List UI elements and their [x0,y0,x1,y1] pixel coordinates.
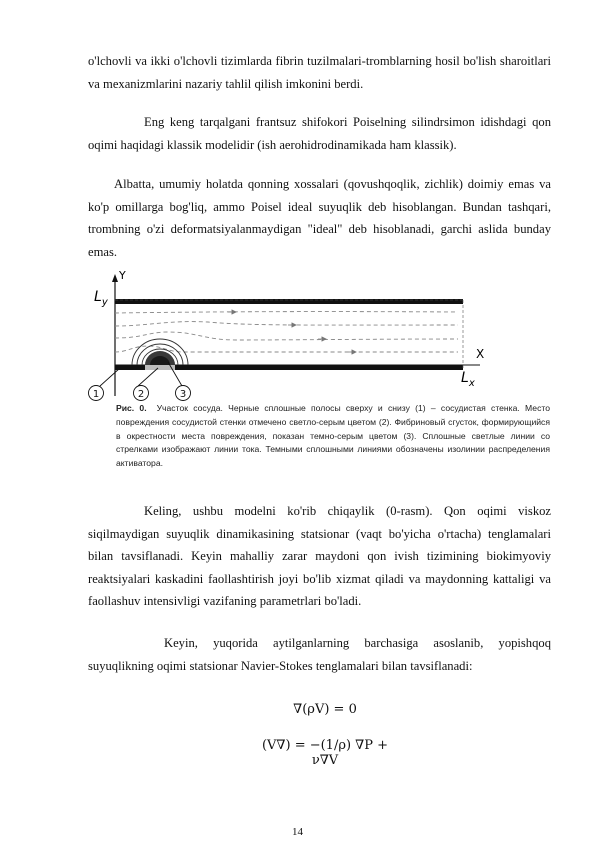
paragraph-5: Keyin, yuqorida aytilganlarning barchasiga asoslanib, yopishqoq suyuqlikning oqimi statsionar Navier-Stokes tenglamalari bilan tavsiflanadi: [88,636,551,673]
paragraph-1: o'lchovli va ikki o'lchovli tizimlarda fibrin tuzilmalari-tromblarning hosil bo'lish sharoitlari va mexanizmlarini nazariy tahlil qilish imkonini berdi. [88,54,551,91]
figure-caption [116,402,550,471]
paragraph-4: Keling, ushbu modelni ko'rib chiqaylik (0-rasm). Qon oqimi viskoz siqilmaydigan suyuqlik dinamikasining statsionar (vaqt bo'yicha o'rtacha) tenglamalari bilan tavsiflanadi. Keyin mahalliy zarar maydoni qon ivish tizimining biokimyoviy reaktsiyalari kaskadini faollashtirish joyi bo'lib xizmat qiladi va maydonning kattaligi va faollashuv intensivligi vazifaning parametrlari bo'ladi. [88,504,551,609]
equation-continuity: ∇(ρV) = 0 [293,702,357,717]
figure-vessel-diagram [88,270,554,492]
label-x: X [476,347,485,361]
page-number: 14 [292,826,303,838]
equation-momentum: (V∇) = −(1/ρ) ∇P + ν∇V [261,738,389,768]
caption-text: Участок сосуда. Черные сплошные полосы сверху и снизу (1) – сосудистая стенка. Место повреждения сосудистой стенки отмечено светло-серым цветом (2). Фибриновый сгусток, формирующийся в окрестности места повреждения, показан темно-серым цветом (3). Сплошные светлые линии со стрелками изображают линии тока. Темными сплошными линиями обозначены изолинии распределения активатора. [116,403,550,469]
marker-3-label: 3 [179,389,187,400]
paragraph-2: Eng keng tarqalgani frantsuz shifokori Poiselning silindrsimon idishdagi qon oqimi haqidagi klassik modelidir (ish aerohidrodinamikada ham klassik). [88,115,551,152]
streamlines [115,312,458,352]
paragraph-3: Albatta, umumiy holatda qonning xossalari (qovushqoqlik, zichlik) doimiy emas va ko'p omillarga bog'liq, ammo Poisel ideal suyuqlik deb hisoblangan. Bundan tashqari, trombning o'zi deformatsiyalanmaydigan "ideal" deb hisoblanadi, garchi aslida bunday emas. [88,177,551,259]
label-lx: $L_x$ [461,370,475,389]
caption-lead: Рис. 0. [116,403,147,413]
label-ly: $L_y$ [94,289,108,308]
label-y: Y [119,270,126,282]
marker-1-label: 1 [92,389,100,400]
marker-2-label: 2 [137,389,145,400]
